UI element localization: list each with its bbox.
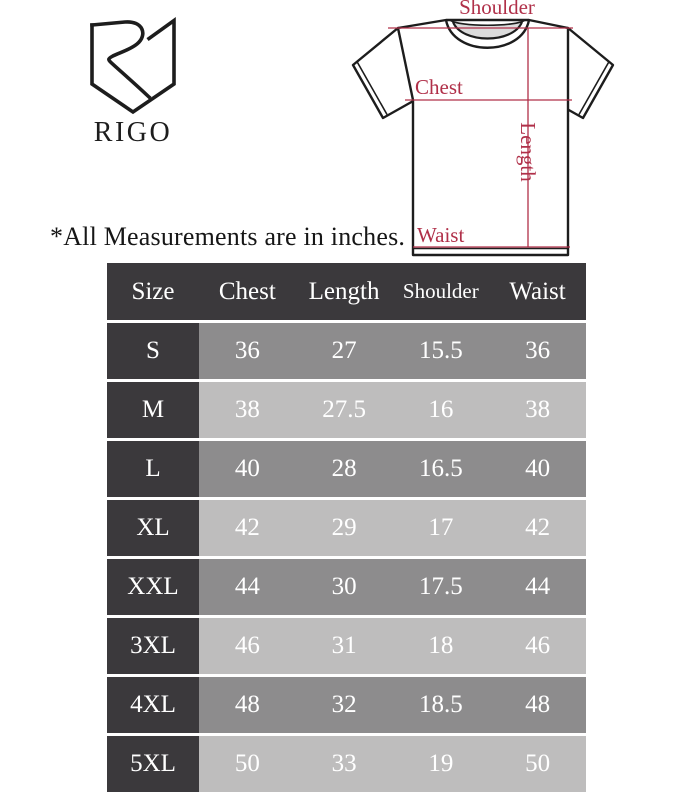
shoulder-value-cell: 17 [392,500,489,556]
size-table-row [107,500,586,556]
shoulder-value-cell: 16 [392,382,489,438]
shoulder-label: Shoulder [459,0,535,19]
chest-value-cell: 50 [199,736,296,792]
size-label-cell: 4XL [107,677,199,733]
size-label-cell: S [107,323,199,379]
length-value-cell: 28 [296,441,393,497]
chest-label: Chest [415,75,463,99]
shoulder-value-cell: 17.5 [392,559,489,615]
tshirt-outline [353,20,613,255]
size-label-cell: XL [107,500,199,556]
size-table-row [107,559,586,615]
length-value-cell: 29 [296,500,393,556]
waist-value-cell: 40 [489,441,586,497]
column-header-chest: Chest [218,277,276,305]
chest-value-cell: 38 [199,382,296,438]
size-table-row [107,323,586,379]
shoulder-value-cell: 19 [392,736,489,792]
shoulder-value-cell: 18.5 [392,677,489,733]
rigo-logo-shield [92,21,174,113]
waist-value-cell: 44 [489,559,586,615]
column-header-shoulder: Shoulder [402,279,479,303]
size-table-row [107,736,586,792]
shoulder-value-cell: 18 [392,618,489,674]
chest-value-cell: 42 [199,500,296,556]
waist-label: Waist [417,223,465,247]
shoulder-value-cell: 15.5 [392,323,489,379]
size-label-cell: M [107,382,199,438]
chest-value-cell: 48 [199,677,296,733]
length-value-cell: 33 [296,736,393,792]
size-label-cell: 5XL [107,736,199,792]
size-label-cell: L [107,441,199,497]
column-header-length: Length [308,277,380,305]
chest-value-cell: 40 [199,441,296,497]
size-table-row [107,677,586,733]
chest-value-cell: 36 [199,323,296,379]
waist-value-cell: 36 [489,323,586,379]
length-value-cell: 31 [296,618,393,674]
size-table [107,263,586,792]
waist-value-cell: 48 [489,677,586,733]
chest-value-cell: 44 [199,559,296,615]
length-value-cell: 27.5 [296,382,393,438]
size-table-header-row [107,263,586,320]
length-value-cell: 30 [296,559,393,615]
size-table-row [107,618,586,674]
size-label-cell: 3XL [107,618,199,674]
shoulder-value-cell: 16.5 [392,441,489,497]
waist-value-cell: 46 [489,618,586,674]
waist-value-cell: 42 [489,500,586,556]
rigo-logo-text: RIGO [93,117,173,148]
size-table-row [107,441,586,497]
waist-value-cell: 50 [489,736,586,792]
size-table-row [107,382,586,438]
measurements-note: *All Measurements are in inches. [50,222,406,251]
column-header-waist: Waist [509,277,566,305]
rigo-logo [85,16,185,150]
waist-value-cell: 38 [489,382,586,438]
length-label: Length [516,122,540,182]
length-value-cell: 27 [296,323,393,379]
length-value-cell: 32 [296,677,393,733]
chest-value-cell: 46 [199,618,296,674]
column-header-size: Size [131,277,175,305]
size-label-cell: XXL [107,559,199,615]
